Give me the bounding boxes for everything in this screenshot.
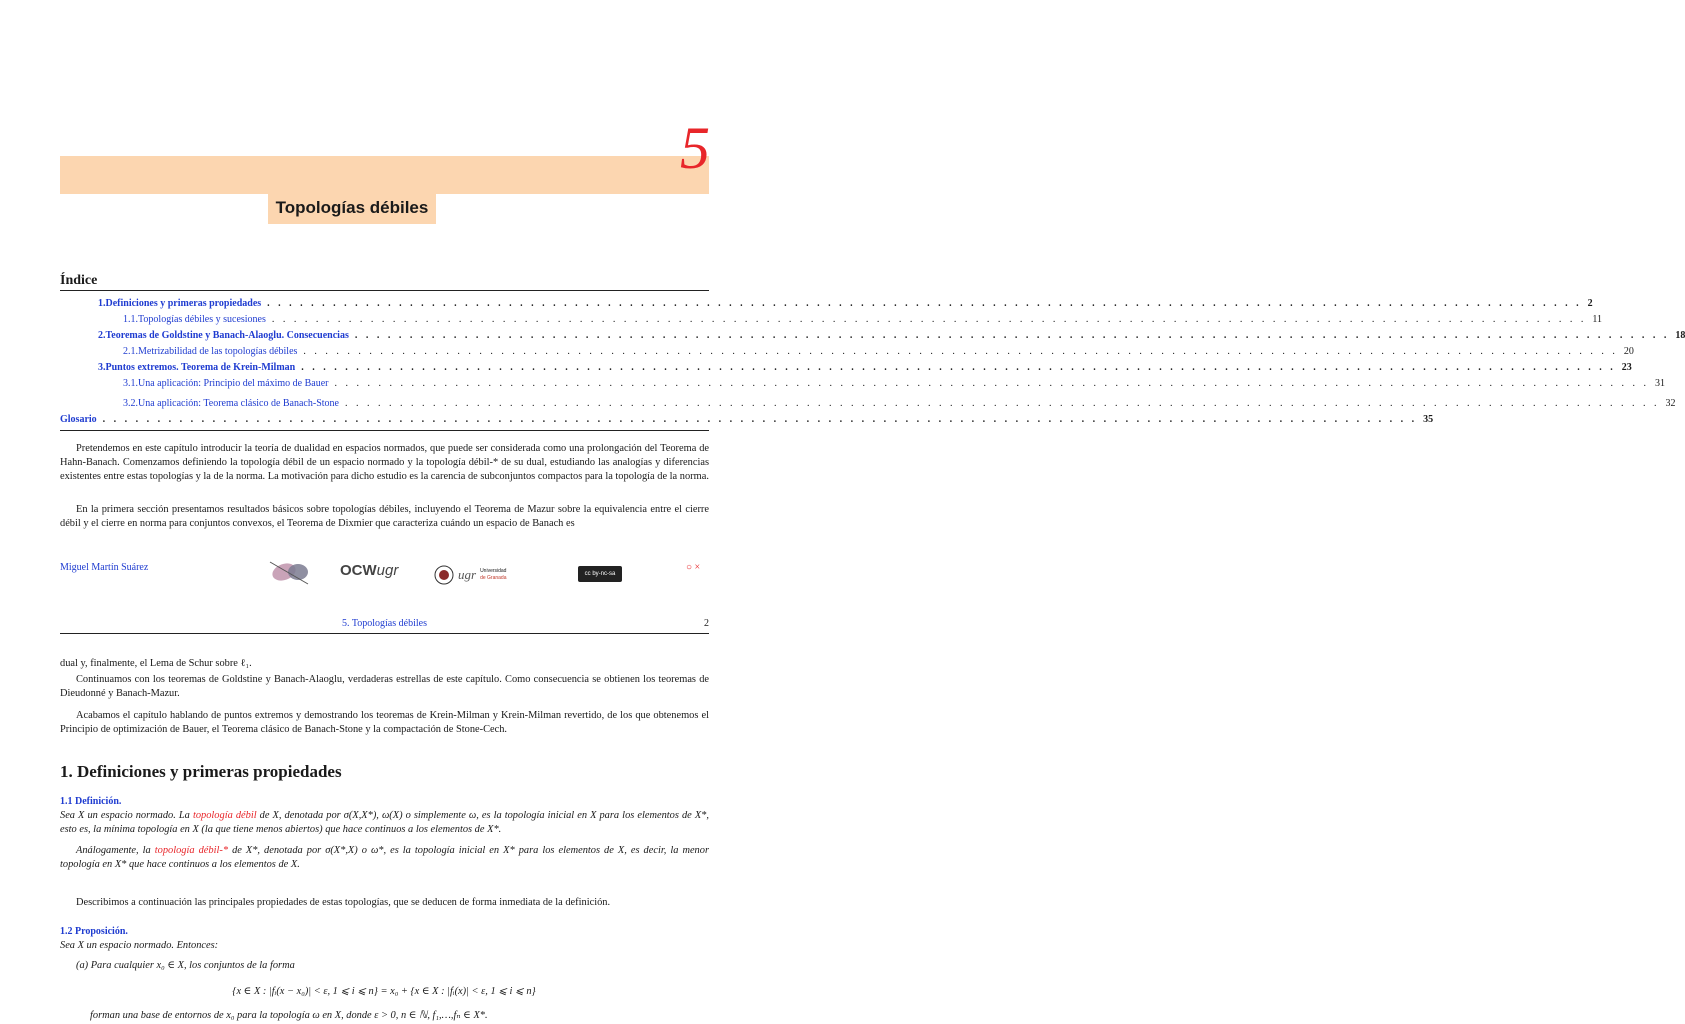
- university-logo: [434, 564, 506, 586]
- cc-license-text: cc by-nc-sa: [584, 571, 616, 577]
- proposition-item-a-end: forman una base de entornos de x₀ para la topología ω en X, donde ε > 0, n ∈ ℕ, f₁,…,fₙ ∈ X*.: [90, 1010, 488, 1021]
- section-title: 1. Definiciones y primeras propiedades: [60, 762, 342, 781]
- definition-text-2b: de X*, denotada por σ(X*,X) o ω*, es la topología inicial en X* para los elementos de X, es decir, la menor topología en X* que hace continuos a los elementos de X.: [60, 845, 709, 870]
- toc-entry-label: Una aplicación: Principio del máximo de Bauer: [138, 378, 329, 389]
- geometry-logo-icon: [268, 558, 314, 586]
- running-head-rule: [60, 633, 709, 634]
- intro-paragraph-2: En la primera sección presentamos resultados básicos sobre topologías débiles, incluyendo el Teorema de Mazur sobre la equivalencia entre el cierre débil y el cierre en norma para conjuntos convexos, el Teorema de Dixmier que caracteriza cuándo un espacio de Banach es: [60, 504, 709, 529]
- definition-heading: 1.1 Definición.: [60, 796, 122, 807]
- index-top-rule: [60, 290, 709, 291]
- toc-entry-number: 1.1.: [123, 314, 138, 325]
- definition-text-1: [60, 809, 709, 837]
- toc-leader-dots: . . . . . . . . . . . . . . . . . . . . . . . . . . . . . . . . . . . . . . . . . . . . . . . . . . . . . . . . . . . . . . . . . . . . . . . . . . . . . . . . . . . . . . . . . . . . . . . . . . . . . . . . . . . . . . . . . . . . . . . .: [102, 414, 1418, 425]
- page2-paragraph-4: Describimos a continuación las principales propiedades de estas topologías, que se deducen de forma inmediata de la definición.: [76, 897, 611, 908]
- toc-entry-page: 18: [1675, 330, 1685, 341]
- toc-entry[interactable]: [60, 346, 1634, 362]
- toc-entry-number: 2.1.: [123, 346, 138, 357]
- definition-text-1b: de X, denotada por σ(X,X*), ω(X) o simplemente ω, es la topología inicial en X para los elementos de X*, esto es, la mínima topología en X (la que tiene menos abiertos) que hace continuos a los elementos de X*.: [60, 810, 709, 835]
- page2-paragraph-2: Continuamos con los teoremas de Goldstine y Banach-Alaoglu, verdaderas estrellas de este capítulo. Como consecuencia se obtienen los teoremas de Dieudonné y Banach-Mazur.: [60, 674, 709, 699]
- university-ugr-text: ugr: [458, 567, 477, 582]
- university-line-1: Universidad: [480, 568, 507, 574]
- nav-icons[interactable]: ○ ×: [686, 562, 701, 573]
- band-notch-left: [60, 194, 268, 226]
- weak-star-topology-link[interactable]: topología débil-*: [154, 845, 229, 856]
- toc-entry-number: 3.: [98, 362, 106, 373]
- toc-entry-number: 3.1.: [123, 378, 138, 389]
- toc-entry-label: Una aplicación: Teorema clásico de Banach-Stone: [138, 398, 339, 409]
- proposition-formula: {x ∈ X : |fᵢ(x − x₀)| < ε, 1 ⩽ i ⩽ n} = x₀ + {x ∈ X : |fᵢ(x)| < ε, 1 ⩽ i ⩽ n}: [232, 986, 536, 997]
- index-bottom-rule: [60, 430, 709, 431]
- university-crest-icon: [434, 564, 454, 586]
- definition-text-2a: Análogamente, la: [76, 845, 155, 856]
- toc-entry-page: 31: [1655, 378, 1665, 389]
- weak-topology-link[interactable]: topología débil: [192, 810, 257, 821]
- toc-entry-page: 2: [1587, 298, 1593, 309]
- toc-entry[interactable]: [60, 414, 1434, 430]
- toc-entry-label: Topologías débiles y sucesiones: [138, 314, 266, 325]
- toc-entry-page: 23: [1621, 362, 1632, 373]
- running-head-title[interactable]: 5. Topologías débiles: [342, 618, 427, 629]
- definition-text-2: [60, 844, 709, 872]
- toc-leader-dots: . . . . . . . . . . . . . . . . . . . . . . . . . . . . . . . . . . . . . . . . . . . . . . . . . . . . . . . . . . . . . . . . . . . . . . . . . . . . . . . . . . . . . . . . . . . . . . . . . . . . . . . . . . . . . . . . . . . . . . . .: [354, 330, 1670, 341]
- toc-leader-dots: . . . . . . . . . . . . . . . . . . . . . . . . . . . . . . . . . . . . . . . . . . . . . . . . . . . . . . . . . . . . . . . . . . . . . . . . . . . . . . . . . . . . . . . . . . . . . . . . . . . . . . . . . . . . . . . . . . . . . . . .: [301, 362, 1616, 373]
- toc-leader-dots: . . . . . . . . . . . . . . . . . . . . . . . . . . . . . . . . . . . . . . . . . . . . . . . . . . . . . . . . . . . . . . . . . . . . . . . . . . . . . . . . . . . . . . . . . . . . . . . . . . . . . . . . . . . . . . . . . . . . . . . .: [303, 346, 1618, 357]
- toc-leader-dots: . . . . . . . . . . . . . . . . . . . . . . . . . . . . . . . . . . . . . . . . . . . . . . . . . . . . . . . . . . . . . . . . . . . . . . . . . . . . . . . . . . . . . . . . . . . . . . . . . . . . . . . . . . . . . . . . . . . . . . . .: [271, 314, 1587, 325]
- proposition-item-a: (a) Para cualquier x₀ ∈ X, los conjuntos de la forma: [76, 960, 295, 971]
- university-line-2: de Granada: [480, 575, 507, 581]
- band-notch-right: [436, 194, 709, 226]
- chapter-title: Topologías débiles: [275, 198, 429, 217]
- intro-paragraph-1: Pretendemos en este capítulo introducir la teoría de dualidad en espacios normados, que puede ser considerada como una prolongación del Teorema de Hahn-Banach. Comenzamos definiendo la topología débil de un espacio normado y la topología débil-* de su dual, estudiando las analogías y diferencias existentes entre estas topologías y la de la norma. La motivación para dicho estudio es la carencia de subconjuntos compactos para la topología de la norma.: [60, 443, 709, 482]
- toc-entry[interactable]: [60, 298, 1593, 314]
- toc-leader-dots: . . . . . . . . . . . . . . . . . . . . . . . . . . . . . . . . . . . . . . . . . . . . . . . . . . . . . . . . . . . . . . . . . . . . . . . . . . . . . . . . . . . . . . . . . . . . . . . . . . . . . . . . . . . . . . . . . . . . . . . .: [334, 378, 1649, 389]
- toc-entry-page: 20: [1623, 346, 1634, 357]
- toc-entry[interactable]: [60, 330, 1685, 346]
- toc-entry-page: 35: [1423, 414, 1434, 425]
- toc-entry-number: 1.: [98, 298, 106, 309]
- toc-entry[interactable]: [60, 378, 1665, 394]
- toc-entry[interactable]: [60, 362, 1632, 378]
- toc-entry-page: 32: [1665, 398, 1676, 409]
- author-link[interactable]: Miguel Martín Suárez: [60, 562, 149, 573]
- toc-leader-dots: . . . . . . . . . . . . . . . . . . . . . . . . . . . . . . . . . . . . . . . . . . . . . . . . . . . . . . . . . . . . . . . . . . . . . . . . . . . . . . . . . . . . . . . . . . . . . . . . . . . . . . . . . . . . . . . . . . . . . . . .: [344, 398, 1660, 409]
- toc-entry[interactable]: [60, 398, 1676, 414]
- toc-entry-label: Glosario: [60, 414, 97, 425]
- cc-license-badge[interactable]: [578, 566, 622, 582]
- toc-entry-label: Definiciones y primeras propiedades: [105, 298, 262, 309]
- ocw-logo-text: OCW: [340, 562, 377, 579]
- toc-entry-label: Teoremas de Goldstine y Banach-Alaoglu. Consecuencias: [105, 330, 349, 341]
- toc-entry-label: Puntos extremos. Teorema de Krein-Milman: [105, 362, 296, 373]
- ocw-ugr-text: ugr: [376, 562, 399, 579]
- page2-paragraph-1: dual y, finalmente, el Lema de Schur sobre ℓ₁.: [60, 658, 252, 669]
- proposition-heading: 1.2 Proposición.: [60, 926, 128, 937]
- toc-entry-page: 11: [1592, 314, 1603, 325]
- index-heading: Índice: [60, 273, 98, 288]
- ocw-logo: [340, 562, 398, 579]
- page2-paragraph-3: Acabamos el capítulo hablando de puntos extremos y demostrando los teoremas de Krein-Milman y Krein-Milman revertido, de los que obtenemos el Principio de optimización de Bauer, el Teorema clásico de Banach-Stone y la compactación de Stone-Cech.: [60, 710, 709, 735]
- proposition-intro: Sea X un espacio normado. Entonces:: [60, 940, 219, 951]
- toc-entry-number: 2.: [98, 330, 106, 341]
- chapter-number: 5: [680, 115, 710, 181]
- definition-text-1a: Sea X un espacio normado. La: [60, 810, 193, 821]
- toc-entry[interactable]: [60, 314, 1603, 330]
- running-head-page: 2: [704, 618, 709, 629]
- geometry-logo: [268, 558, 314, 591]
- toc-leader-dots: . . . . . . . . . . . . . . . . . . . . . . . . . . . . . . . . . . . . . . . . . . . . . . . . . . . . . . . . . . . . . . . . . . . . . . . . . . . . . . . . . . . . . . . . . . . . . . . . . . . . . . . . . . . . . . . . . . . . . . . .: [267, 298, 1582, 309]
- toc-entry-number: 3.2.: [123, 398, 138, 409]
- toc-entry-label: Metrizabilidad de las topologías débiles: [138, 346, 298, 357]
